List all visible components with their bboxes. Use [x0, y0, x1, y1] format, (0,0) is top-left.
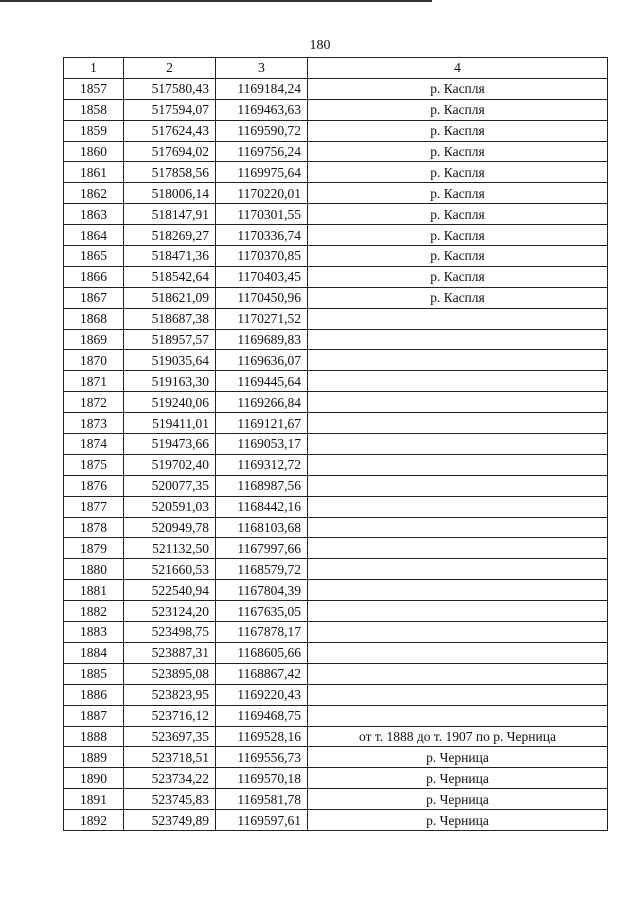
point-number-cell: 1891 — [64, 789, 124, 810]
note-cell: р. Черница — [308, 747, 608, 768]
x-coordinate-cell: 523734,22 — [124, 768, 216, 789]
table-row — [64, 329, 608, 350]
table-row — [64, 183, 608, 204]
point-number-cell: 1886 — [64, 684, 124, 705]
x-coordinate-cell: 519473,66 — [124, 434, 216, 455]
y-coordinate-cell: 1170336,74 — [216, 225, 308, 246]
x-coordinate-cell: 519240,06 — [124, 392, 216, 413]
note-cell — [308, 496, 608, 517]
x-coordinate-cell: 518621,09 — [124, 287, 216, 308]
x-coordinate-cell: 523718,51 — [124, 747, 216, 768]
point-number-cell: 1880 — [64, 559, 124, 580]
table-row — [64, 287, 608, 308]
table-row — [64, 559, 608, 580]
note-cell — [308, 350, 608, 371]
x-coordinate-cell: 523716,12 — [124, 705, 216, 726]
point-number-cell: 1860 — [64, 141, 124, 162]
note-cell: р. Каспля — [308, 266, 608, 287]
point-number-cell: 1859 — [64, 120, 124, 141]
y-coordinate-cell: 1169689,83 — [216, 329, 308, 350]
table-row — [64, 747, 608, 768]
table-body — [64, 78, 608, 830]
x-coordinate-cell: 523745,83 — [124, 789, 216, 810]
y-coordinate-cell: 1168867,42 — [216, 663, 308, 684]
point-number-cell: 1871 — [64, 371, 124, 392]
x-coordinate-cell: 523124,20 — [124, 601, 216, 622]
point-number-cell: 1872 — [64, 392, 124, 413]
table-row — [64, 475, 608, 496]
x-coordinate-cell: 520591,03 — [124, 496, 216, 517]
y-coordinate-cell: 1169975,64 — [216, 162, 308, 183]
x-coordinate-cell: 519163,30 — [124, 371, 216, 392]
point-number-cell: 1879 — [64, 538, 124, 559]
note-cell: р. Черница — [308, 789, 608, 810]
y-coordinate-cell: 1169266,84 — [216, 392, 308, 413]
table-row — [64, 810, 608, 831]
point-number-cell: 1882 — [64, 601, 124, 622]
point-number-cell: 1868 — [64, 308, 124, 329]
y-coordinate-cell: 1170403,45 — [216, 266, 308, 287]
y-coordinate-cell: 1169528,16 — [216, 726, 308, 747]
point-number-cell: 1869 — [64, 329, 124, 350]
table-row — [64, 120, 608, 141]
y-coordinate-cell: 1167804,39 — [216, 580, 308, 601]
y-coordinate-cell: 1169312,72 — [216, 454, 308, 475]
x-coordinate-cell: 523749,89 — [124, 810, 216, 831]
table-row — [64, 454, 608, 475]
note-cell — [308, 684, 608, 705]
y-coordinate-cell: 1169468,75 — [216, 705, 308, 726]
note-cell — [308, 642, 608, 663]
y-coordinate-cell: 1169590,72 — [216, 120, 308, 141]
point-number-cell: 1876 — [64, 475, 124, 496]
table-row — [64, 434, 608, 455]
table-row — [64, 789, 608, 810]
y-coordinate-cell: 1169756,24 — [216, 141, 308, 162]
y-coordinate-cell: 1169581,78 — [216, 789, 308, 810]
point-number-cell: 1866 — [64, 266, 124, 287]
y-coordinate-cell: 1167635,05 — [216, 601, 308, 622]
note-cell — [308, 559, 608, 580]
note-cell: р. Каспля — [308, 141, 608, 162]
note-cell: р. Каспля — [308, 162, 608, 183]
note-cell: от т. 1888 до т. 1907 по р. Черница — [308, 726, 608, 747]
x-coordinate-cell: 523498,75 — [124, 622, 216, 643]
header-note: 4 — [308, 58, 608, 79]
y-coordinate-cell: 1169220,43 — [216, 684, 308, 705]
table-row — [64, 78, 608, 99]
x-coordinate-cell: 517694,02 — [124, 141, 216, 162]
note-cell — [308, 308, 608, 329]
table-row — [64, 538, 608, 559]
point-number-cell: 1870 — [64, 350, 124, 371]
note-cell — [308, 371, 608, 392]
note-cell — [308, 413, 608, 434]
note-cell: р. Каспля — [308, 287, 608, 308]
note-cell — [308, 329, 608, 350]
header-x: 2 — [124, 58, 216, 79]
x-coordinate-cell: 523823,95 — [124, 684, 216, 705]
x-coordinate-cell: 518542,64 — [124, 266, 216, 287]
table-row — [64, 580, 608, 601]
x-coordinate-cell: 521660,53 — [124, 559, 216, 580]
table-header-row — [64, 58, 608, 79]
y-coordinate-cell: 1170370,85 — [216, 246, 308, 267]
note-cell — [308, 475, 608, 496]
point-number-cell: 1888 — [64, 726, 124, 747]
point-number-cell: 1862 — [64, 183, 124, 204]
x-coordinate-cell: 518269,27 — [124, 225, 216, 246]
table-row — [64, 141, 608, 162]
point-number-cell: 1861 — [64, 162, 124, 183]
table-row — [64, 162, 608, 183]
x-coordinate-cell: 519411,01 — [124, 413, 216, 434]
point-number-cell: 1878 — [64, 517, 124, 538]
x-coordinate-cell: 519035,64 — [124, 350, 216, 371]
table-row — [64, 705, 608, 726]
point-number-cell: 1873 — [64, 413, 124, 434]
x-coordinate-cell: 517580,43 — [124, 78, 216, 99]
point-number-cell: 1874 — [64, 434, 124, 455]
x-coordinate-cell: 518147,91 — [124, 204, 216, 225]
page-number: 180 — [309, 38, 331, 53]
y-coordinate-cell: 1169445,64 — [216, 371, 308, 392]
point-number-cell: 1887 — [64, 705, 124, 726]
note-cell — [308, 622, 608, 643]
x-coordinate-cell: 520077,35 — [124, 475, 216, 496]
y-coordinate-cell: 1168987,56 — [216, 475, 308, 496]
table-row — [64, 266, 608, 287]
point-number-cell: 1864 — [64, 225, 124, 246]
point-number-cell: 1863 — [64, 204, 124, 225]
point-number-cell: 1875 — [64, 454, 124, 475]
coordinates-table — [63, 57, 608, 831]
header-y: 3 — [216, 58, 308, 79]
point-number-cell: 1858 — [64, 99, 124, 120]
note-cell: р. Черница — [308, 810, 608, 831]
table-row — [64, 601, 608, 622]
note-cell: р. Каспля — [308, 246, 608, 267]
y-coordinate-cell: 1168442,16 — [216, 496, 308, 517]
point-number-cell: 1867 — [64, 287, 124, 308]
note-cell: р. Каспля — [308, 225, 608, 246]
x-coordinate-cell: 517624,43 — [124, 120, 216, 141]
note-cell — [308, 392, 608, 413]
note-cell — [308, 434, 608, 455]
point-number-cell: 1883 — [64, 622, 124, 643]
y-coordinate-cell: 1169184,24 — [216, 78, 308, 99]
table-row — [64, 308, 608, 329]
y-coordinate-cell: 1169463,63 — [216, 99, 308, 120]
y-coordinate-cell: 1169570,18 — [216, 768, 308, 789]
table-row — [64, 622, 608, 643]
table-row — [64, 413, 608, 434]
note-cell: р. Каспля — [308, 78, 608, 99]
note-cell: р. Каспля — [308, 99, 608, 120]
y-coordinate-cell: 1169121,67 — [216, 413, 308, 434]
point-number-cell: 1892 — [64, 810, 124, 831]
point-number-cell: 1884 — [64, 642, 124, 663]
note-cell — [308, 601, 608, 622]
x-coordinate-cell: 518957,57 — [124, 329, 216, 350]
y-coordinate-cell: 1169597,61 — [216, 810, 308, 831]
table-row — [64, 726, 608, 747]
y-coordinate-cell: 1170271,52 — [216, 308, 308, 329]
x-coordinate-cell: 518687,38 — [124, 308, 216, 329]
table-row — [64, 350, 608, 371]
note-cell — [308, 663, 608, 684]
x-coordinate-cell: 520949,78 — [124, 517, 216, 538]
point-number-cell: 1881 — [64, 580, 124, 601]
x-coordinate-cell: 517594,07 — [124, 99, 216, 120]
x-coordinate-cell: 523887,31 — [124, 642, 216, 663]
note-cell — [308, 705, 608, 726]
note-cell — [308, 538, 608, 559]
table-row — [64, 392, 608, 413]
table-row — [64, 204, 608, 225]
y-coordinate-cell: 1170220,01 — [216, 183, 308, 204]
note-cell: р. Каспля — [308, 120, 608, 141]
point-number-cell: 1889 — [64, 747, 124, 768]
y-coordinate-cell: 1169636,07 — [216, 350, 308, 371]
point-number-cell: 1890 — [64, 768, 124, 789]
table-row — [64, 225, 608, 246]
x-coordinate-cell: 521132,50 — [124, 538, 216, 559]
y-coordinate-cell: 1168579,72 — [216, 559, 308, 580]
x-coordinate-cell: 518006,14 — [124, 183, 216, 204]
x-coordinate-cell: 523895,08 — [124, 663, 216, 684]
note-cell — [308, 517, 608, 538]
y-coordinate-cell: 1167997,66 — [216, 538, 308, 559]
note-cell: р. Черница — [308, 768, 608, 789]
note-cell — [308, 454, 608, 475]
x-coordinate-cell: 519702,40 — [124, 454, 216, 475]
header-point-number: 1 — [64, 58, 124, 79]
y-coordinate-cell: 1170450,96 — [216, 287, 308, 308]
note-cell: р. Каспля — [308, 204, 608, 225]
point-number-cell: 1877 — [64, 496, 124, 517]
y-coordinate-cell: 1167878,17 — [216, 622, 308, 643]
point-number-cell: 1885 — [64, 663, 124, 684]
y-coordinate-cell: 1169556,73 — [216, 747, 308, 768]
table-row — [64, 768, 608, 789]
x-coordinate-cell: 523697,35 — [124, 726, 216, 747]
table-row — [64, 663, 608, 684]
table-row — [64, 371, 608, 392]
note-cell: р. Каспля — [308, 183, 608, 204]
point-number-cell: 1865 — [64, 246, 124, 267]
y-coordinate-cell: 1169053,17 — [216, 434, 308, 455]
table-row — [64, 99, 608, 120]
table-row — [64, 517, 608, 538]
y-coordinate-cell: 1168103,68 — [216, 517, 308, 538]
y-coordinate-cell: 1170301,55 — [216, 204, 308, 225]
note-cell — [308, 580, 608, 601]
top-rule — [0, 0, 432, 2]
table-row — [64, 642, 608, 663]
point-number-cell: 1857 — [64, 78, 124, 99]
x-coordinate-cell: 518471,36 — [124, 246, 216, 267]
y-coordinate-cell: 1168605,66 — [216, 642, 308, 663]
table-row — [64, 684, 608, 705]
x-coordinate-cell: 517858,56 — [124, 162, 216, 183]
table-row — [64, 246, 608, 267]
table-row — [64, 496, 608, 517]
x-coordinate-cell: 522540,94 — [124, 580, 216, 601]
